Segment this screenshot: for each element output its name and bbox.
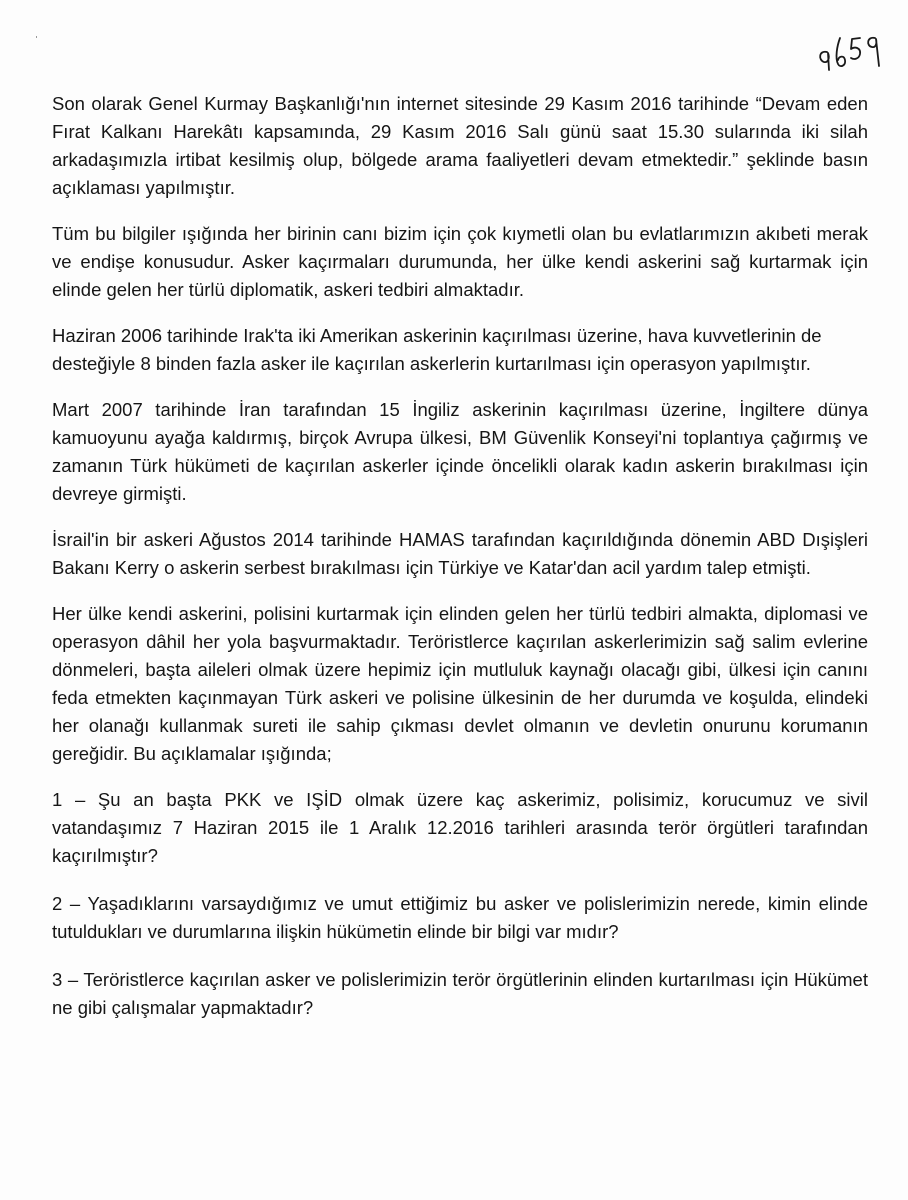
handwritten-page-number xyxy=(813,26,885,76)
paragraph-her-ulke: Her ülke kendi askerini, polisini kurtarmak için elinden gelen her türlü tedbiri almakta, diplomasi ve operasyon dâhil her yola başvurmaktadır. Teröristlerce kaçırılan askerlerimizin sağ salim evlerine dönmeleri, başta aileleri olmak üzere hepimiz için mutluluk kaynağı olacağı gibi, ülkesi için canını feda etmekten kaçınmayan Türk askeri ve polisine ülkesinin de her durumda ve koşulda, elindeki her olanağı kullanmak sureti ile sahip çıkması devlet olmanın ve devletin onurunu korumanın gereğidir. Bu açıklamalar ışığında; xyxy=(52,603,868,764)
paragraph-bilgiler: Tüm bu bilgiler ışığında her birinin canı bizim için çok kıymetli olan bu evlatlarımızın akıbeti merak ve endişe konusudur. Asker kaçırmaları durumunda, her ülke kendi askerini sağ kurtarmak için elinde gelen her türlü diplomatik, askeri tedbiri almaktadır. xyxy=(52,223,868,300)
question-3: 3 – Teröristlerce kaçırılan asker ve polislerimizin terör örgütlerinin elinden kurtarılması için Hükümet ne gibi çalışmalar yapmaktadır? xyxy=(52,969,868,1018)
question-1: 1 – Şu an başta PKK ve IŞİD olmak üzere kaç askerimiz, polisimiz, korucumuz ve sivil vatandaşımız 7 Haziran 2015 ile 1 Aralık 12.2016 tarihleri arasında terör örgütleri tarafından kaçırılmıştır? xyxy=(52,789,868,866)
paragraph-iran-2007: Mart 2007 tarihinde İran tarafından 15 İngiliz askerinin kaçırılması üzerine, İngiltere dünya kamuoyunu ayağa kaldırmış, birçok Avrupa ülkesi, BM Güvenlik Konseyi'ni toplantıya çağırmış ve zamanın Türk hükümeti de kaçırılan askerler içinde öncelikli olarak kadın askerin bırakılması için devreye girmişti. xyxy=(52,399,868,504)
handwritten-page-number-drawing xyxy=(813,26,885,76)
document-body xyxy=(52,90,868,1042)
paragraph-genel-kurmay: Son olarak Genel Kurmay Başkanlığı'nın internet sitesinde 29 Kasım 2016 tarihinde “Devam eden Fırat Kalkanı Harekâtı kapsamında, 29 Kasım 2016 Salı günü saat 15.30 sularında iki silah arkadaşımızla irtibat kesilmiş olup, bölgede arama faaliyetleri devam etmektedir.” şeklinde basın açıklaması yapılmıştır. xyxy=(52,93,868,198)
scan-speck xyxy=(36,36,37,38)
paragraph-israil-2014: İsrail'in bir askeri Ağustos 2014 tarihinde HAMAS tarafından kaçırıldığında dönemin ABD Dışişleri Bakanı Kerry o askerin serbest bırakılması için Türkiye ve Katar'dan acil yardım talep etmişti. xyxy=(52,529,868,578)
paragraph-irak-2006: Haziran 2006 tarihinde Irak'ta iki Amerikan askerinin kaçırılması üzerine, hava kuvvetlerinin de desteğiyle 8 binden fazla asker ile kaçırılan askerlerin kurtarılması için operasyon yapılmıştır. xyxy=(52,325,822,374)
question-2: 2 – Yaşadıklarını varsaydığımız ve umut ettiğimiz bu asker ve polislerimizin nerede, kimin elinde tutuldukları ve durumlarına ilişkin hükümetin elinde bir bilgi var mıdır? xyxy=(52,893,868,942)
